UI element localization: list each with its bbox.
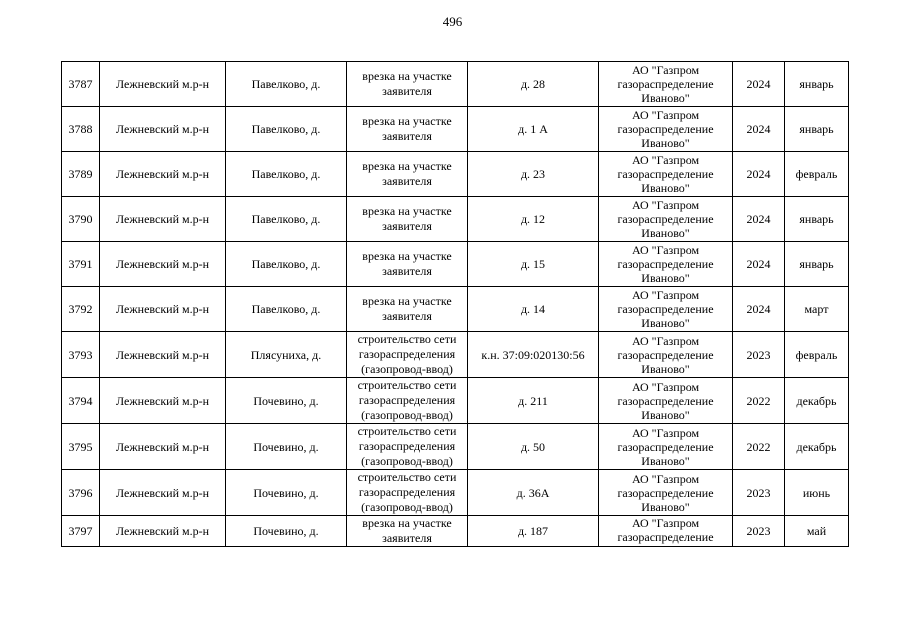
row-number: 3793: [62, 332, 100, 378]
district-cell: Лежневский м.р-н: [100, 470, 226, 516]
table-row: [62, 424, 849, 470]
locality-cell: Почевино, д.: [226, 424, 347, 470]
address-cell: д. 50: [468, 424, 599, 470]
month-cell: февраль: [785, 332, 849, 378]
organization-cell: АО "Газпром газораспределение Иваново": [599, 332, 733, 378]
district-cell: Лежневский м.р-н: [100, 242, 226, 287]
organization-cell: АО "Газпром газораспределение Иваново": [599, 242, 733, 287]
address-cell: д. 36А: [468, 470, 599, 516]
district-cell: Лежневский м.р-н: [100, 287, 226, 332]
organization-cell: АО "Газпром газораспределение: [599, 516, 733, 547]
address-cell: д. 211: [468, 378, 599, 424]
address-cell: к.н. 37:09:020130:56: [468, 332, 599, 378]
row-number: 3791: [62, 242, 100, 287]
gasification-table: [61, 61, 849, 547]
row-number: 3790: [62, 197, 100, 242]
district-cell: Лежневский м.р-н: [100, 516, 226, 547]
work-type-cell: строительство сети газораспределения (газопровод-ввод): [347, 378, 468, 424]
month-cell: январь: [785, 242, 849, 287]
locality-cell: Почевино, д.: [226, 516, 347, 547]
month-cell: январь: [785, 107, 849, 152]
row-number: 3792: [62, 287, 100, 332]
district-cell: Лежневский м.р-н: [100, 378, 226, 424]
address-cell: д. 15: [468, 242, 599, 287]
year-cell: 2024: [733, 107, 785, 152]
work-type-cell: врезка на участке заявителя: [347, 62, 468, 107]
year-cell: 2023: [733, 332, 785, 378]
table-row: [62, 287, 849, 332]
organization-cell: АО "Газпром газораспределение Иваново": [599, 152, 733, 197]
work-type-cell: врезка на участке заявителя: [347, 287, 468, 332]
locality-cell: Павелково, д.: [226, 107, 347, 152]
organization-cell: АО "Газпром газораспределение Иваново": [599, 62, 733, 107]
district-cell: Лежневский м.р-н: [100, 197, 226, 242]
year-cell: 2024: [733, 242, 785, 287]
address-cell: д. 1 А: [468, 107, 599, 152]
table-row: [62, 378, 849, 424]
address-cell: д. 14: [468, 287, 599, 332]
row-number: 3789: [62, 152, 100, 197]
work-type-cell: врезка на участке заявителя: [347, 242, 468, 287]
page-number: 496: [442, 14, 463, 29]
month-cell: январь: [785, 62, 849, 107]
work-type-cell: строительство сети газораспределения (газопровод-ввод): [347, 332, 468, 378]
year-cell: 2024: [733, 287, 785, 332]
organization-cell: АО "Газпром газораспределение Иваново": [599, 378, 733, 424]
table-row: [62, 516, 849, 547]
table-row: [62, 197, 849, 242]
row-number: 3795: [62, 424, 100, 470]
month-cell: декабрь: [785, 424, 849, 470]
locality-cell: Павелково, д.: [226, 287, 347, 332]
table-row: [62, 62, 849, 107]
month-cell: январь: [785, 197, 849, 242]
year-cell: 2022: [733, 424, 785, 470]
work-type-cell: врезка на участке заявителя: [347, 107, 468, 152]
table-row: [62, 242, 849, 287]
table-row: [62, 152, 849, 197]
year-cell: 2024: [733, 152, 785, 197]
address-cell: д. 12: [468, 197, 599, 242]
year-cell: 2024: [733, 62, 785, 107]
organization-cell: АО "Газпром газораспределение Иваново": [599, 197, 733, 242]
month-cell: июнь: [785, 470, 849, 516]
month-cell: май: [785, 516, 849, 547]
row-number: 3794: [62, 378, 100, 424]
locality-cell: Павелково, д.: [226, 242, 347, 287]
organization-cell: АО "Газпром газораспределение Иваново": [599, 107, 733, 152]
work-type-cell: строительство сети газораспределения (газопровод-ввод): [347, 424, 468, 470]
district-cell: Лежневский м.р-н: [100, 424, 226, 470]
address-cell: д. 23: [468, 152, 599, 197]
organization-cell: АО "Газпром газораспределение Иваново": [599, 470, 733, 516]
row-number: 3788: [62, 107, 100, 152]
year-cell: 2024: [733, 197, 785, 242]
locality-cell: Павелково, д.: [226, 152, 347, 197]
district-cell: Лежневский м.р-н: [100, 152, 226, 197]
year-cell: 2023: [733, 470, 785, 516]
month-cell: февраль: [785, 152, 849, 197]
table-row: [62, 332, 849, 378]
year-cell: 2023: [733, 516, 785, 547]
district-cell: Лежневский м.р-н: [100, 62, 226, 107]
work-type-cell: строительство сети газораспределения (газопровод-ввод): [347, 470, 468, 516]
address-cell: д. 28: [468, 62, 599, 107]
work-type-cell: врезка на участке заявителя: [347, 152, 468, 197]
address-cell: д. 187: [468, 516, 599, 547]
locality-cell: Почевино, д.: [226, 378, 347, 424]
row-number: 3787: [62, 62, 100, 107]
organization-cell: АО "Газпром газораспределение Иваново": [599, 287, 733, 332]
work-type-cell: врезка на участке заявителя: [347, 197, 468, 242]
row-number: 3797: [62, 516, 100, 547]
work-type-cell: врезка на участке заявителя: [347, 516, 468, 547]
district-cell: Лежневский м.р-н: [100, 107, 226, 152]
district-cell: Лежневский м.р-н: [100, 332, 226, 378]
locality-cell: Плясуниха, д.: [226, 332, 347, 378]
locality-cell: Почевино, д.: [226, 470, 347, 516]
locality-cell: Павелково, д.: [226, 62, 347, 107]
month-cell: декабрь: [785, 378, 849, 424]
table-row: [62, 107, 849, 152]
locality-cell: Павелково, д.: [226, 197, 347, 242]
row-number: 3796: [62, 470, 100, 516]
year-cell: 2022: [733, 378, 785, 424]
month-cell: март: [785, 287, 849, 332]
organization-cell: АО "Газпром газораспределение Иваново": [599, 424, 733, 470]
table-row: [62, 470, 849, 516]
